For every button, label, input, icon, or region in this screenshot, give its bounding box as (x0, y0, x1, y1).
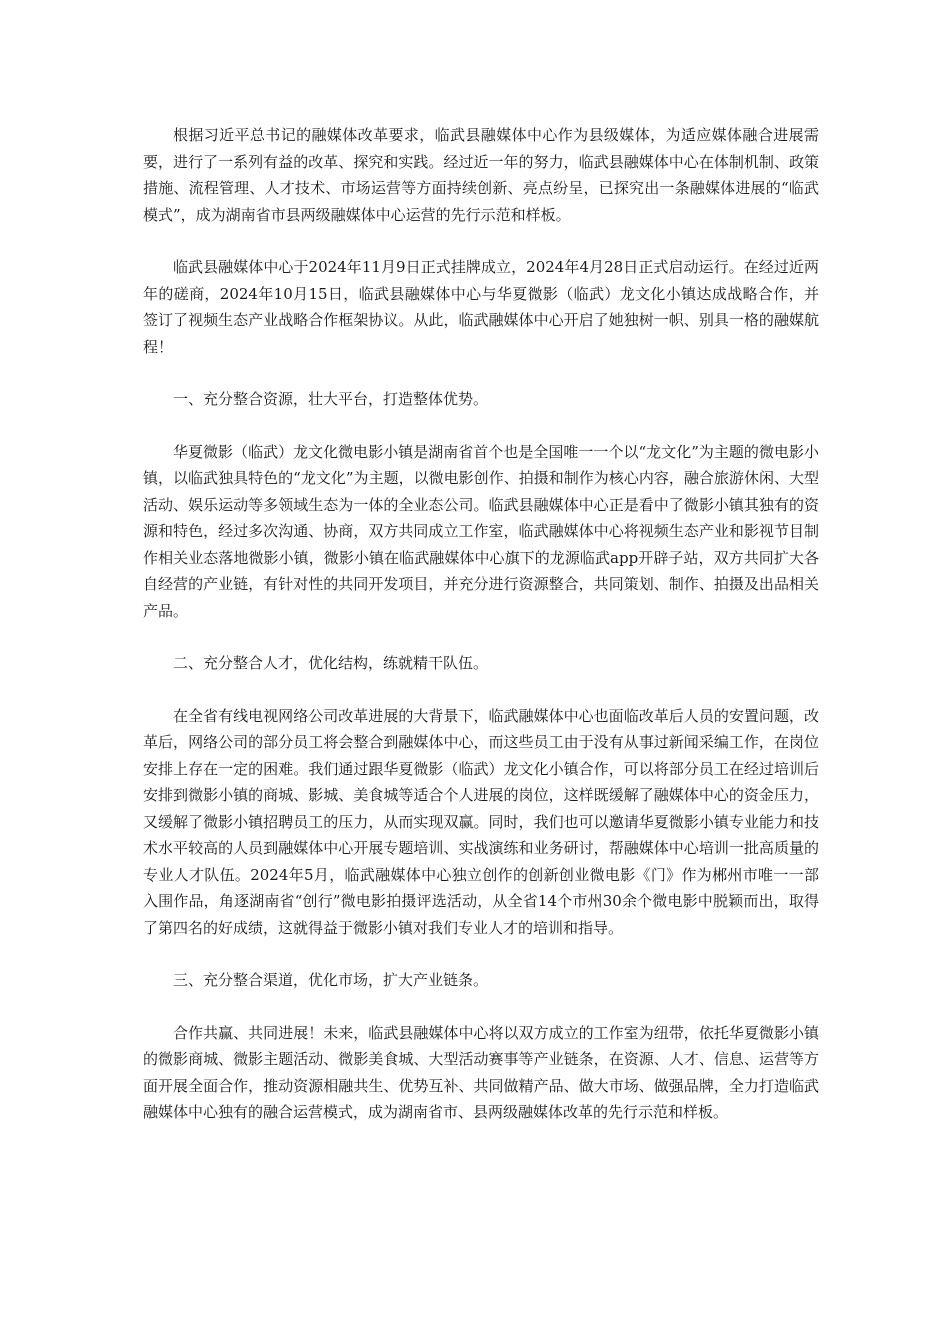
document-page (143, 122, 819, 1152)
paragraph-talent: 在全省有线电视网络公司改革进展的大背景下，临武融媒体中心也面临改革后人员的安置问题，改革后，网络公司的部分员工将会整合到融媒体中心，而这些员工由于没有从事过新闻采编工作，在岗位安排上存在一定的困难。我们通过跟华夏微影（临武）龙文化小镇合作，可以将部分员工在经过培训后安排到微影小镇的商城、影城、美食城等适合个人进展的岗位，这样既缓解了融媒体中心的资金压力，又缓解了微影小镇招聘员工的压力，从而实现双赢。同时，我们也可以邀请华夏微影小镇专业能力和技术水平较高的人员到融媒体中心开展专题培训、实战演练和业务研讨，帮融媒体中心培训一批高质量的专业人才队伍。2024年5月，临武融媒体中心独立创作的创新创业微电影《门》作为郴州市唯一一部入围作品，角逐湖南省“创行”微电影拍摄评选活动，从全省14个市州30余个微电影中脱颖而出，取得了第四名的好成绩，这就得益于微影小镇对我们专业人才的培训和指导。 (143, 706, 819, 937)
section-heading-resources: 一、充分整合资源，壮大平台，打造整体优势。 (173, 390, 489, 408)
paragraph-resources: 华夏微影（临武）龙文化微电影小镇是湖南省首个也是全国唯一一个以“龙文化”为主题的微电影小镇，以临武独具特色的“龙文化”为主题，以微电影创作、拍摄和制作为核心内容，融合旅游休闲、大型活动、娱乐运动等多领域生态为一体的全业态公司。临武县融媒体中心正是看中了微影小镇其独有的资源和特色，经过多次沟通、协商，双方共同成立工作室，临武融媒体中心将视频生态产业和影视节目制作相关业态落地微影小镇，微影小镇在临武融媒体中心旗下的龙源临武app开辟子站，双方共同扩大各自经营的产业链，有针对性的共同开发项目，并充分进行资源整合，共同策划、制作、拍摄及出品相关产品。 (143, 442, 819, 620)
paragraph-intro: 根据习近平总书记的融媒体改革要求，临武县融媒体中心作为县级媒体，为适应媒体融合进展需要，进行了一系列有益的改革、探究和实践。经过近一年的努力，临武县融媒体中心在体制机制、政策措施、流程管理、人才技术、市场运营等方面持续创新、亮点纷呈，已探究出一条融媒体进展的“临武模式”，成为湖南省市县两级融媒体中心运营的先行示范和样板。 (143, 126, 819, 224)
section-heading-talent: 二、充分整合人才，优化结构，练就精干队伍。 (173, 654, 489, 672)
section-heading-channels: 三、充分整合渠道，优化市场，扩大产业链条。 (173, 971, 489, 989)
paragraph-future: 合作共赢、共同进展！未来，临武县融媒体中心将以双方成立的工作室为纽带，依托华夏微影小镇的微影商城、微影主题活动、微影美食城、大型活动赛事等产业链条，在资源、人才、信息、运营等方面开展全面合作，推动资源相融共生、优势互补、共同做精产品、做大市场、做强品牌，全力打造临武融媒体中心独有的融合运营模式，成为湖南省市、县两级融媒体改革的先行示范和样板。 (143, 1023, 819, 1121)
paragraph-establishment: 临武县融媒体中心于2024年11月9日正式挂牌成立，2024年4月28日正式启动运行。在经过近两年的磋商，2024年10月15日，临武县融媒体中心与华夏微影（临武）龙文化小镇达成战略合作，并签订了视频生态产业战略合作框架协议。从此，临武融媒体中心开启了她独树一帜、别具一格的融媒航程！ (143, 258, 819, 356)
